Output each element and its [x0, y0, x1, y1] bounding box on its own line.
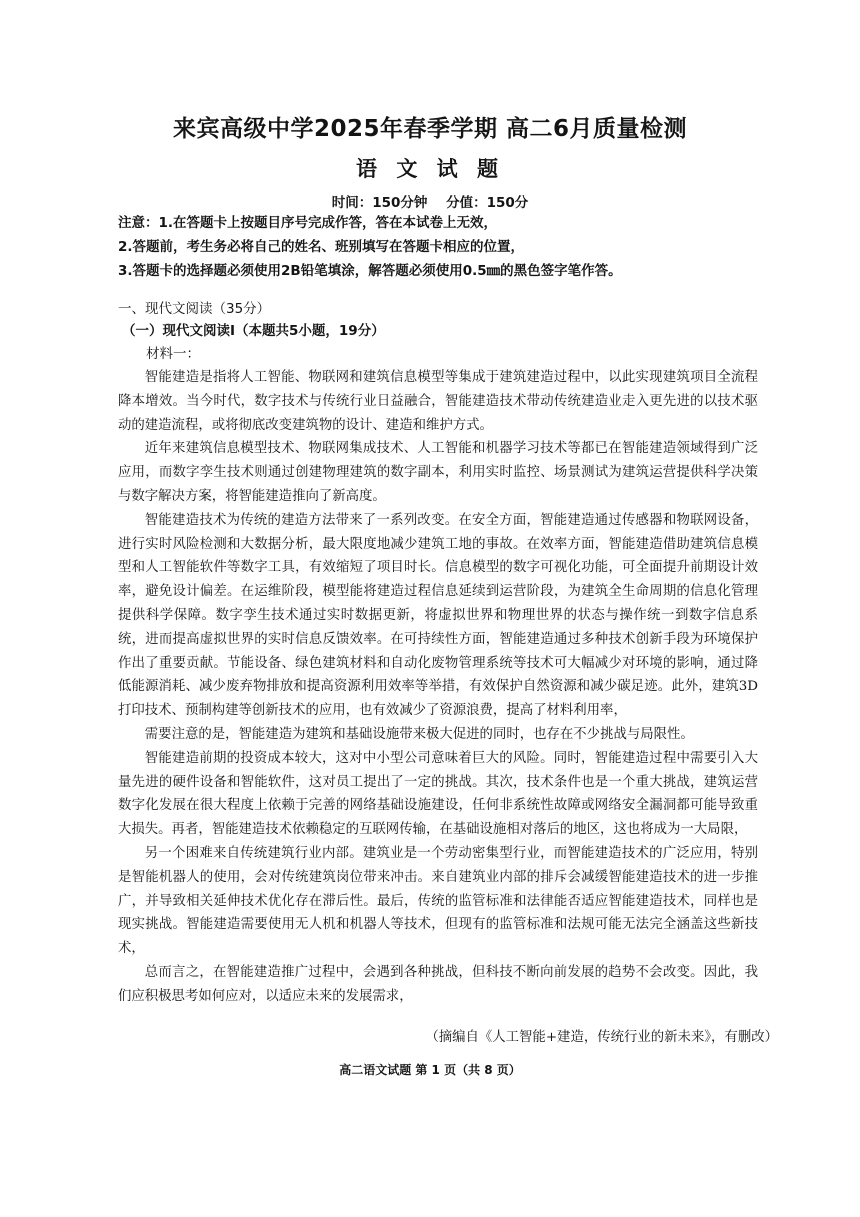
passage-paragraph: 另一个困难来自传统建筑行业内部。建筑业是一个劳动密集型行业，而智能建造技术的广泛应用，特别是智能机器人的使用，会对传统建筑岗位带来冲击。来自建筑业内部的排斥会减缓智能建造技术的进一步推广，并导致相关延伸技术优化存在滞后性。最后，传统的监管标准和法律能否适应智能建造技术，同样也是现实挑战。智能建造需要使用无人机和机器人等技术，但现有的监管标准和法规可能无法完全涵盖这些新技术，	[118, 845, 758, 957]
passage-paragraph: 智能建造技术为传统的建造方法带来了一系列改变。在安全方面，智能建造通过传感器和物联网设备，进行实时风险检测和大数据分析，最大限度地减少建筑工地的事故。在效率方面，智能建造借助建筑信息模型和人工智能软件等数字工具，有效缩短了项目时长。信息模型的数字可视化功能，可全面提升前期设计效率，避免设计偏差。在运维阶段，模型能将建造过程信息延续到运营阶段，为建筑全生命周期的信息化管理提供科学保障。数字孪生技术通过实时数据更新，将虚拟世界和物理世界的状态与操作统一到数字信息系统，进而提高虚拟世界的实时信息反馈效率。在可持续性方面，智能建造通过多种技术创新手段为环境保护作出了重要贡献。节能设备、绿色建筑材料和自动化废物管理系统等技术可大幅减少对环境的影响，通过降低能源消耗、减少废弃物排放和提高资源利用效率等举措，有效保护自然资源和减少碳足迹。此外，建筑3D打印技术、预制构建等创新技术的应用，也有效减少了资源浪费，提高了材料利用率，	[118, 512, 758, 719]
exam-time: 时间：150分钟	[331, 195, 428, 211]
section-subheading: （一）现代文阅读Ⅰ（本题共5小题，19分）	[122, 323, 385, 339]
exam-score: 分值：150分	[446, 195, 529, 211]
reading-passage	[118, 366, 758, 1009]
material-label: 材料一：	[146, 346, 200, 362]
note-line: 2.答题前，考生务必将自己的姓名、班别填写在答题卡相应的位置，	[118, 239, 525, 255]
passage-paragraph: 智能建造是指将人工智能、物联网和建筑信息模型等集成于建筑建造过程中，以此实现建筑项目全流程降本增效。当今时代，数字技术与传统行业日益融合，智能建造技术带动传统建造业走入更先进的以技术驱动的建造流程，或将彻底改变建筑物的设计、建造和维护方式。	[118, 370, 758, 433]
exam-meta	[0, 191, 860, 211]
exam-subject: 语 文 试 题	[356, 157, 504, 181]
section-heading: 一、现代文阅读（35分）	[118, 301, 271, 317]
note-line: 注意：1.在答题卡上按题目序号完成作答，答在本试卷上无效，	[118, 215, 498, 231]
passage-source: （摘编自《人工智能+建造，传统行业的新未来》，有删改）	[425, 1030, 778, 1045]
exam-title: 来宾高级中学2025年春季学期 高二6月质量检测	[172, 116, 688, 142]
page-footer: 高二语文试题 第 1 页（共 8 页）	[339, 1063, 521, 1077]
exam-notes	[118, 211, 758, 283]
passage-paragraph: 总而言之，在智能建造推广过程中，会遇到各种挑战，但科技不断向前发展的趋势不会改变。因此，我们应积极思考如何应对，以适应未来的发展需求，	[118, 964, 758, 1004]
passage-paragraph: 近年来建筑信息模型技术、物联网集成技术、人工智能和机器学习技术等都已在智能建造领域得到广泛应用，而数字孪生技术则通过创建物理建筑的数字副本，利用实时监控、场景测试为建筑运营提供科学决策与数字解决方案，将智能建造推向了新高度。	[118, 441, 758, 504]
passage-paragraph: 需要注意的是，智能建造为建筑和基础设施带来极大促进的同时，也存在不少挑战与局限性。	[144, 726, 694, 742]
passage-paragraph: 智能建造前期的投资成本较大，这对中小型公司意味着巨大的风险。同时，智能建造过程中需要引入大量先进的硬件设备和智能软件，这对员工提出了一定的挑战。其次，技术条件也是一个重大挑战，建筑运营数字化发展在很大程度上依赖于完善的网络基础设施建设，任何非系统性故障或网络安全漏洞都可能导致重大损失。再者，智能建造技术依赖稳定的互联网传输，在基础设施相对落后的地区，这也将成为一大局限，	[118, 750, 758, 838]
note-line: 3.答题卡的选择题必须使用2B铅笔填涂，解答题必须使用0.5㎜的黑色签字笔作答。	[118, 263, 622, 279]
